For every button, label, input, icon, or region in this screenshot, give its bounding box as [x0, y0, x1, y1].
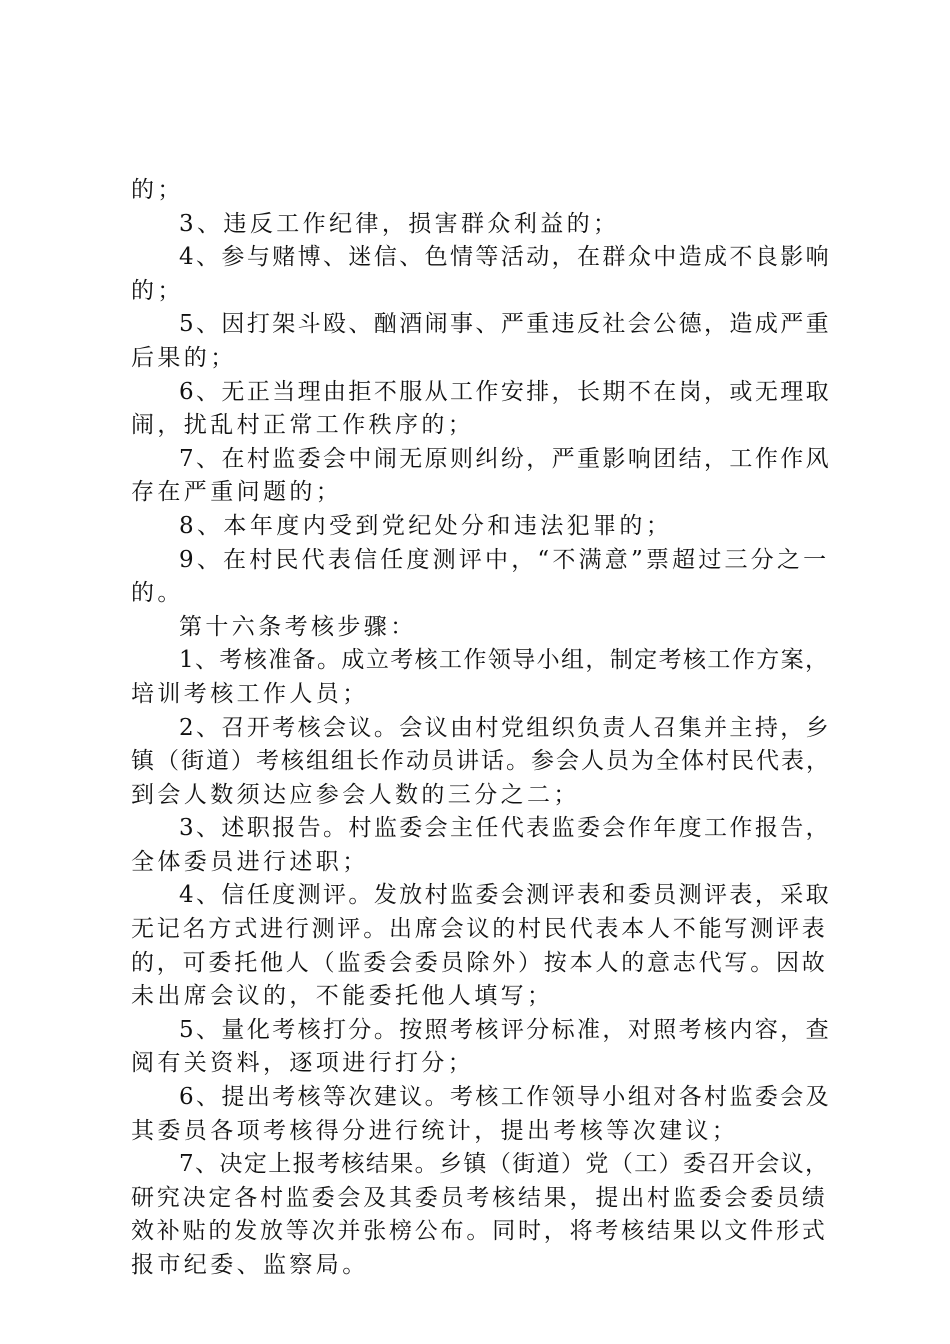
document-line: 未出席会议的，不能委托他人填写； [131, 983, 554, 1010]
document-line: 效补贴的发放等次并张榜公布。同时，将考核结果以文件形式 [131, 1218, 828, 1245]
document-line: 2、召开考核会议。会议由村党组织负责人召集并主持，乡 [179, 714, 832, 741]
document-line: 3、违反工作纪律，损害群众利益的； [179, 210, 620, 237]
document-line: 的，可委托他人（监委会委员除外）按本人的意志代写。因故 [131, 949, 828, 976]
document-line: 1、考核准备。成立考核工作领导小组，制定考核工作方案， [179, 647, 830, 674]
document-line: 其委员各项考核得分进行统计，提出考核等次建议； [131, 1117, 739, 1144]
document-line: 4、信任度测评。发放村监委会测评表和委员测评表，采取 [179, 882, 832, 909]
document-line: 培训考核工作人员； [131, 680, 369, 707]
document-line: 4、参与赌博、迷信、色情等活动，在群众中造成不良影响 [179, 244, 832, 271]
document-line: 9、在村民代表信任度测评中，“不满意”票超过三分之一 [179, 546, 830, 573]
document-line: 到会人数须达应参会人数的三分之二； [131, 781, 580, 808]
document-line: 阅有关资料，逐项进行打分； [131, 1050, 475, 1077]
document-line: 闹，扰乱村正常工作秩序的； [131, 412, 475, 439]
document-body [131, 174, 831, 1283]
document-line: 5、量化考核打分。按照考核评分标准，对照考核内容，查 [179, 1016, 832, 1043]
document-line: 的。 [131, 580, 184, 607]
document-line: 后果的； [131, 344, 237, 371]
document-line: 3、述职报告。村监委会主任代表监委会作年度工作报告， [179, 815, 832, 842]
document-line: 7、决定上报考核结果。乡镇（街道）党（工）委召开会议， [179, 1151, 830, 1178]
document-line: 6、提出考核等次建议。考核工作领导小组对各村监委会及 [179, 1084, 832, 1111]
document-line: 全体委员进行述职； [131, 848, 369, 875]
document-line: 8、本年度内受到党纪处分和违法犯罪的； [179, 512, 673, 539]
document-line: 研究决定各村监委会及其委员考核结果，提出村监委会委员绩 [131, 1184, 828, 1211]
document-line: 7、在村监委会中闹无原则纠纷，严重影响团结，工作作风 [179, 445, 832, 472]
document-line: 5、因打架斗殴、酗酒闹事、严重违反社会公德，造成严重 [179, 311, 832, 338]
document-line: 存在严重问题的； [131, 479, 343, 506]
document-line: 镇（街道）考核组组长作动员讲话。参会人员为全体村民代表， [131, 748, 831, 775]
document-line: 报市纪委、监察局。 [131, 1252, 369, 1278]
document-line: 的； [131, 177, 184, 203]
document-line: 无记名方式进行测评。出席会议的村民代表本人不能写测评表 [131, 916, 828, 943]
document-line: 6、无正当理由拒不服从工作安排，长期不在岗，或无理取 [179, 378, 832, 405]
document-line: 的； [131, 277, 184, 304]
document-line: 第十六条考核步骤： [179, 613, 417, 640]
